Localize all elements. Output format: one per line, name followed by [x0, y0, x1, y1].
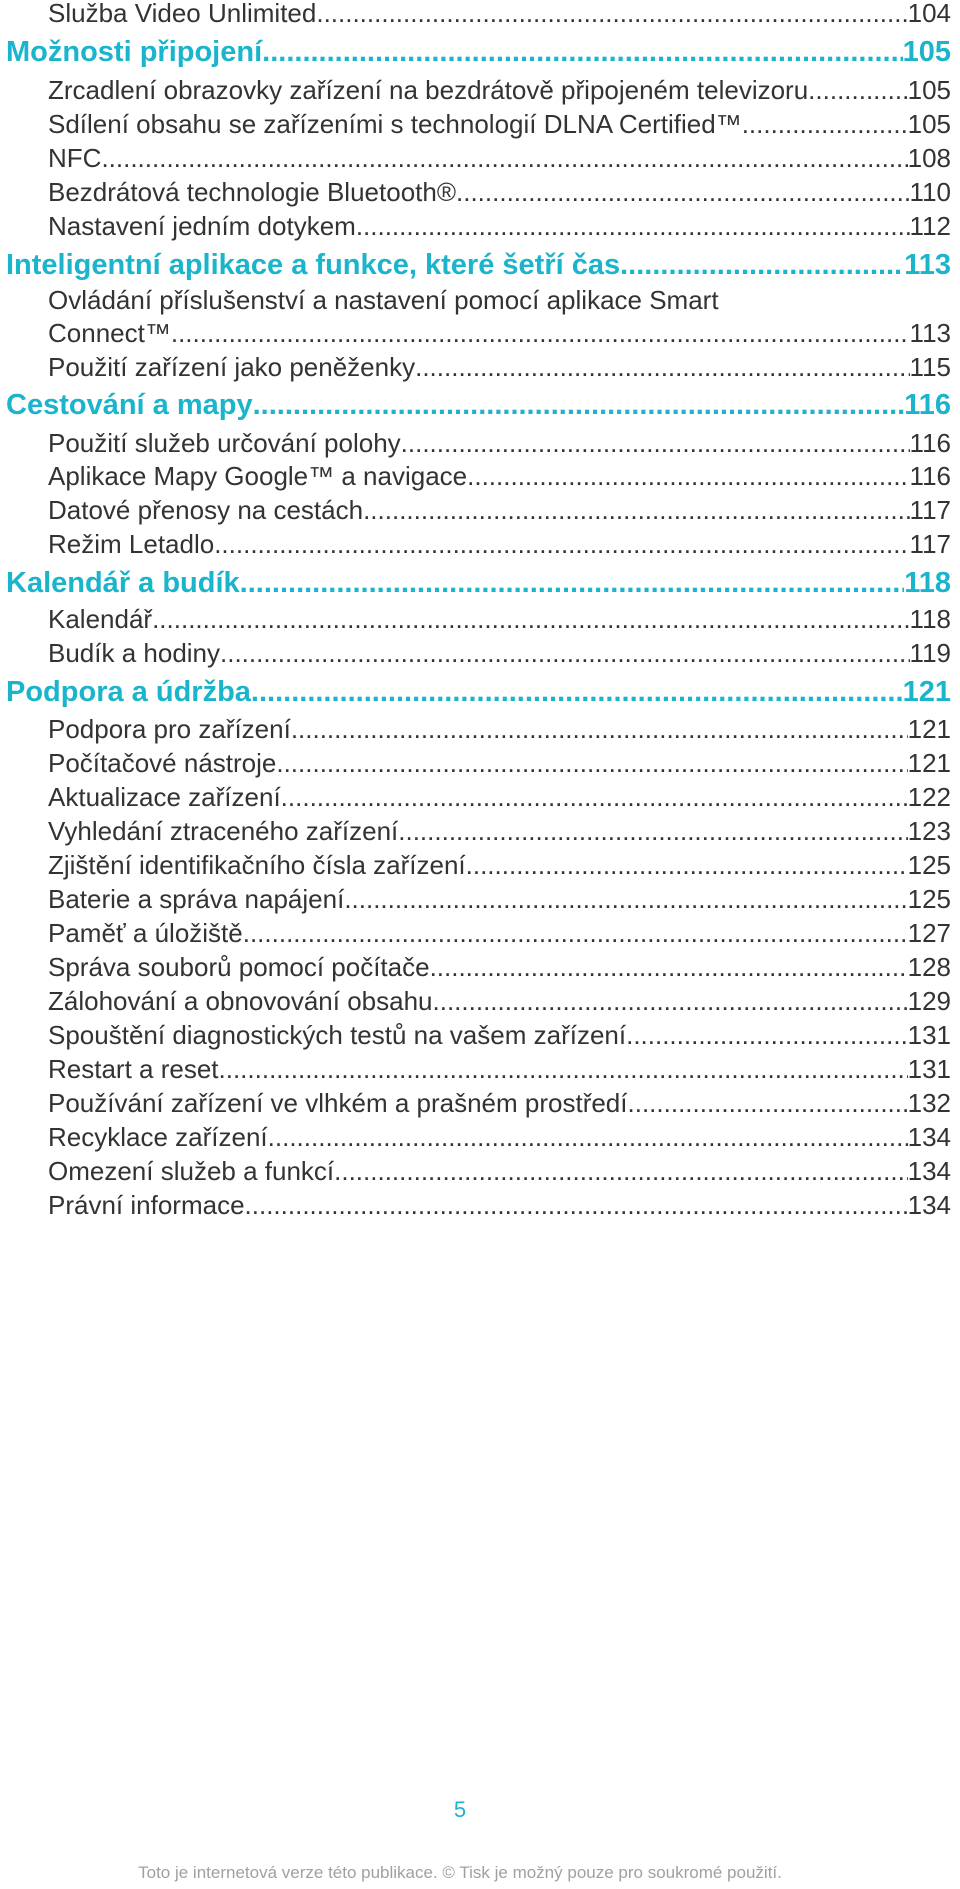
toc-entry[interactable] [48, 716, 951, 746]
toc-page-number: 122 [907, 782, 951, 812]
toc-entry-title: Budík a hodiny [48, 638, 221, 668]
toc-page-number: 115 [909, 352, 951, 382]
toc-leader-dots [401, 430, 910, 456]
toc-entry-title: Zrcadlení obrazovky zařízení na bezdrátově připojeném televizoru [48, 75, 809, 105]
toc-entry-title: Vyhledání ztraceného zařízení [48, 816, 399, 846]
toc-page-number: 116 [909, 428, 951, 458]
toc-leader-dots [101, 145, 907, 171]
toc-entry-title: NFC [48, 143, 102, 173]
toc-entry[interactable] [48, 145, 951, 175]
toc-leader-dots [466, 852, 908, 878]
toc-page-number: 121 [907, 714, 951, 744]
toc-leader-dots [415, 354, 909, 380]
toc-leader-dots [430, 954, 908, 980]
toc-entry[interactable] [48, 463, 951, 493]
toc-entry-title: Kalendář [48, 604, 153, 634]
toc-leader-dots [251, 678, 903, 707]
toc-page-number: 134 [907, 1122, 951, 1152]
toc-page-number: 129 [907, 986, 951, 1016]
toc-entry-title: Aktualizace zařízení [48, 782, 281, 812]
toc-leader-dots [628, 1090, 908, 1116]
toc-entry[interactable] [48, 818, 951, 848]
toc-entry-title: Baterie a správa napájení [48, 884, 345, 914]
toc-entry[interactable] [48, 111, 951, 141]
toc-entry[interactable] [48, 640, 951, 670]
toc-entry[interactable] [48, 497, 951, 527]
toc-leader-dots [344, 886, 907, 912]
toc-entry-title: Zálohování a obnovování obsahu [48, 986, 433, 1016]
toc-entry[interactable] [48, 77, 951, 107]
toc-entry-title: Aplikace Mapy Google™ a navigace [48, 461, 468, 491]
toc-entry[interactable] [48, 1022, 951, 1052]
toc-leader-dots [276, 750, 907, 776]
toc-leader-dots [281, 784, 908, 810]
toc-entry[interactable] [48, 852, 951, 882]
toc-page-number: 131 [907, 1020, 951, 1050]
toc-leader-dots [243, 920, 908, 946]
toc-entry[interactable] [48, 1192, 951, 1222]
toc-page-number: 118 [909, 604, 951, 634]
toc-page-number: 116 [904, 389, 951, 421]
toc-entry-title: Spouštění diagnostických testů na vašem zařízení [48, 1020, 627, 1050]
toc-entry-title: Nastavení jedním dotykem [48, 211, 356, 241]
toc-page-number: 121 [907, 748, 951, 778]
toc-leader-dots [214, 531, 909, 557]
toc-leader-dots [620, 251, 904, 280]
toc-heading[interactable] [6, 391, 951, 425]
toc-entry[interactable] [48, 1090, 951, 1120]
toc-leader-dots [467, 463, 909, 489]
footer-note: Toto je internetová verze této publikace. © Tisk je možný pouze pro soukromé použití. [138, 1863, 782, 1882]
toc-entry-title: Služba Video Unlimited [48, 0, 317, 28]
toc-entry-title: Ovládání příslušenství a nastavení pomocí aplikace Smart [48, 285, 719, 315]
toc-leader-dots [219, 1056, 908, 1082]
toc-leader-dots [291, 716, 908, 742]
toc-entry-title: Počítačové nástroje [48, 748, 277, 778]
toc-entry[interactable] [48, 606, 951, 636]
toc-entry-title: Režim Letadlo [48, 529, 215, 559]
toc-entry-title: Restart a reset [48, 1054, 219, 1084]
toc-entry-title: Používání zařízení ve vlhkém a prašném prostředí [48, 1088, 628, 1118]
toc-page-number: 128 [907, 952, 951, 982]
toc-entry-title: Použití zařízení jako peněženky [48, 352, 416, 382]
toc-page-number: 127 [907, 918, 951, 948]
toc-heading[interactable] [6, 569, 951, 603]
toc-page-number: 132 [907, 1088, 951, 1118]
toc-page-number: 105 [907, 75, 951, 105]
toc-page-number: 104 [907, 0, 951, 28]
toc-heading-title: Možnosti připojení [6, 36, 263, 68]
toc-leader-dots [808, 77, 907, 103]
toc-entry[interactable] [48, 886, 951, 916]
toc-leader-dots [253, 391, 905, 420]
toc-leader-dots [262, 38, 902, 67]
toc-page-number: 131 [907, 1054, 951, 1084]
toc-entry-title: Správa souborů pomocí počítače [48, 952, 430, 982]
toc-entry[interactable] [48, 1158, 951, 1188]
toc-entry[interactable] [48, 954, 951, 984]
toc-page-number: 110 [909, 177, 951, 207]
toc-leader-dots [356, 213, 910, 239]
toc-leader-dots [334, 1158, 907, 1184]
toc-leader-dots [433, 988, 908, 1014]
toc-leader-dots [363, 497, 909, 523]
toc-entry-title: Datové přenosy na cestách [48, 495, 364, 525]
toc-heading-title: Inteligentní aplikace a funkce, které šetří čas [6, 249, 621, 281]
toc-page-number: 121 [902, 676, 951, 708]
toc-entry[interactable] [48, 920, 951, 950]
toc-page-number: 116 [909, 461, 951, 491]
toc-leader-dots [398, 818, 907, 844]
toc-page-number: 123 [907, 816, 951, 846]
toc-page-number: 112 [909, 211, 951, 241]
toc-leader-dots [268, 1124, 908, 1150]
toc-entry[interactable] [48, 287, 951, 317]
toc-entry-title: Omezení služeb a funkcí [48, 1156, 335, 1186]
toc-page-number: 105 [907, 109, 951, 139]
toc-entry-title: Bezdrátová technologie Bluetooth® [48, 177, 456, 207]
toc-heading[interactable] [6, 678, 951, 712]
toc-entry[interactable] [48, 354, 951, 384]
toc-entry-title: Connect™ [48, 318, 171, 348]
toc-entry-title: Paměť a úložiště [48, 918, 243, 948]
toc-entry[interactable] [48, 988, 951, 1018]
toc-entry[interactable] [48, 213, 951, 243]
toc-page-number: 119 [909, 638, 951, 668]
toc-page-number: 117 [909, 495, 951, 525]
page-number: 5 [453, 1797, 467, 1822]
toc-leader-dots [316, 0, 907, 26]
toc-page-number: 108 [907, 143, 951, 173]
toc-entry[interactable] [48, 179, 951, 209]
toc-entry-title: Právní informace [48, 1190, 245, 1220]
toc-entry-title: Sdílení obsahu se zařízeními s technologií DLNA Certified™ [48, 109, 742, 139]
toc-entry[interactable] [48, 430, 951, 460]
toc-page-number: 118 [904, 567, 951, 599]
toc-leader-dots [220, 640, 910, 666]
toc-heading[interactable] [6, 251, 951, 285]
toc-leader-dots [456, 179, 910, 205]
toc-entry[interactable] [48, 750, 951, 780]
toc-entry[interactable] [48, 784, 951, 814]
toc-page-number: 134 [907, 1156, 951, 1186]
toc-heading-title: Podpora a údržba [6, 676, 251, 708]
toc-leader-dots [171, 320, 910, 346]
toc-heading-title: Kalendář a budík [6, 567, 240, 599]
toc-leader-dots [245, 1192, 908, 1218]
toc-entry[interactable] [48, 1124, 951, 1154]
toc-entry-title: Použití služeb určování polohy [48, 428, 401, 458]
toc-page-number: 113 [909, 318, 951, 348]
toc-page-number: 134 [907, 1190, 951, 1220]
toc-page-number: 113 [904, 249, 951, 281]
toc-entry-title: Zjištění identifikačního čísla zařízení [48, 850, 466, 880]
toc-leader-dots [626, 1022, 908, 1048]
toc-leader-dots [152, 606, 909, 632]
toc-heading[interactable] [6, 38, 951, 72]
toc-page-number: 125 [907, 884, 951, 914]
toc-page-number: 117 [909, 529, 951, 559]
toc-entry-title: Recyklace zařízení [48, 1122, 268, 1152]
toc-page-number: 125 [907, 850, 951, 880]
toc-entry[interactable] [48, 1056, 951, 1086]
toc-entry[interactable] [48, 320, 951, 350]
toc-entry[interactable] [48, 0, 951, 30]
toc-leader-dots [240, 569, 905, 598]
toc-page-number: 105 [902, 36, 951, 68]
toc-entry-title: Podpora pro zařízení [48, 714, 291, 744]
toc-leader-dots [742, 111, 908, 137]
toc-entry[interactable] [48, 531, 951, 561]
toc-heading-title: Cestování a mapy [6, 389, 253, 421]
